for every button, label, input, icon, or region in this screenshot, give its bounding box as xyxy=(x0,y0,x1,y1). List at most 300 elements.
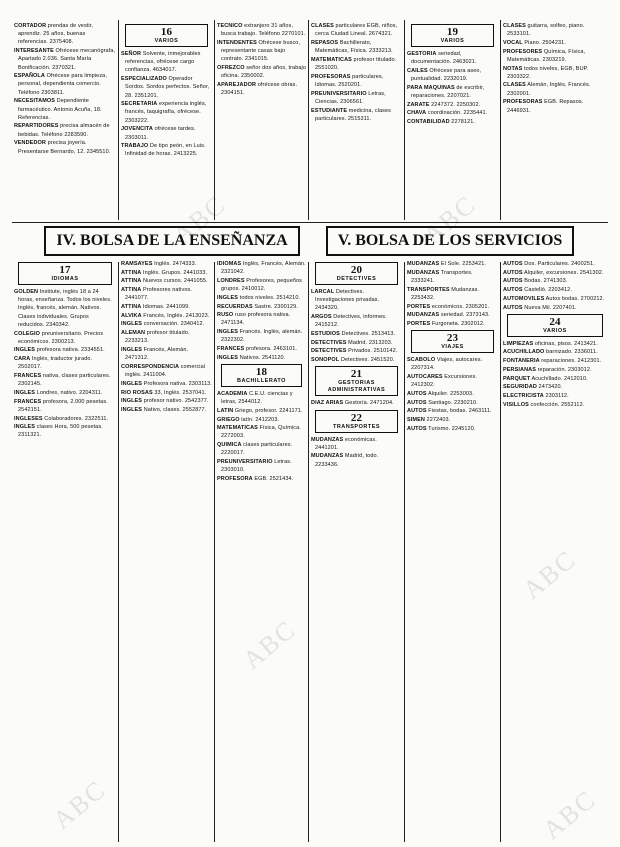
ad-text: profesora, 2.000 pesetas. 2542151. xyxy=(18,398,108,413)
classified-ad xyxy=(407,269,498,285)
ad-heading: PROFESORES xyxy=(503,48,543,55)
ad-text: seriedad. 2373143. xyxy=(439,312,490,319)
ad-heading: SCABOLO xyxy=(407,357,436,364)
classified-ad xyxy=(503,277,607,285)
classified-ad xyxy=(503,383,607,391)
ad-heading: ARGOS xyxy=(311,314,332,321)
abc-watermark: ABC xyxy=(417,189,482,250)
ad-text: Acuchillado. 2412010. xyxy=(530,375,588,382)
ad-text: Autos bodas. 2700212. xyxy=(544,295,605,302)
ad-text: Profesora nativa. 2303113. xyxy=(142,380,212,387)
ad-heading: LONDRES xyxy=(217,277,245,284)
ad-text: Dos. Particulares. 2400251. xyxy=(522,261,595,267)
ad-text: Bachillerato, Matemáticas, Física. 2333213. xyxy=(315,39,393,55)
classified-ad xyxy=(217,81,306,97)
ad-text: Madrid, todo. 2233436. xyxy=(315,453,379,468)
classified-ad xyxy=(217,260,306,276)
ad-text: latín. 2412203. xyxy=(239,416,280,423)
ad-heading: INGLES xyxy=(121,380,143,387)
ad-heading: INGLES xyxy=(14,347,36,354)
top-column-4 xyxy=(311,22,402,222)
classified-ad xyxy=(503,375,607,383)
ad-heading: AUTOMOVILES xyxy=(503,295,545,302)
classified-ad xyxy=(503,81,607,97)
column-rule xyxy=(308,262,309,842)
ad-heading: ELECTRICISTA xyxy=(503,392,544,399)
ad-heading: VISILLOS xyxy=(503,401,529,408)
ad-heading: FRANCES xyxy=(217,346,245,353)
ad-text: Operador Sordos. Sordos perfectos. Señor, 28. 2351201. xyxy=(125,76,210,99)
ad-heading: APAREJADOR xyxy=(217,81,257,88)
classified-ad xyxy=(407,286,498,302)
ad-heading: RIO ROSAS xyxy=(121,389,153,396)
classified-ad xyxy=(14,355,116,371)
ad-heading: SONOPOL xyxy=(311,357,340,364)
ad-text: De tipo peón, en Luis. Infinidad de horas. 2413225. xyxy=(125,143,206,158)
ad-heading: OFREZCO xyxy=(217,65,245,72)
classified-ad xyxy=(14,330,116,346)
ad-text: conversación. 2340412. xyxy=(142,321,205,328)
ad-heading: PARQUET xyxy=(503,375,531,382)
ad-text: Solvente, inmejorables referencias, ofrécese cargo confianza. 4634017. xyxy=(125,51,201,74)
ad-heading: VOCAL xyxy=(503,39,523,46)
ad-heading: PARA MAQUINAS xyxy=(407,84,455,91)
section-iv-title: IV. BOLSA DE LA ENSEÑANZA xyxy=(44,226,300,256)
classified-ad xyxy=(503,348,607,356)
ad-heading: ATTINA xyxy=(121,287,142,294)
ad-text: Alemán, Inglés, Francés. 2302001. xyxy=(507,82,591,97)
ad-heading: LIMPIEZAS xyxy=(503,340,534,347)
classified-ad xyxy=(14,139,116,155)
section-18-header: 18 BACHILLERATO xyxy=(221,364,302,387)
ad-text: oficinas, pisos. 2413421. xyxy=(533,340,598,347)
ad-text: Letras. 2303010. xyxy=(221,459,292,474)
top-column-6 xyxy=(503,22,607,222)
bottom-column-5 xyxy=(407,260,498,842)
ad-text: seriedad, documentación. 2463021. xyxy=(411,51,477,66)
classified-ad xyxy=(217,22,306,38)
classified-ad xyxy=(503,22,607,38)
ad-heading: LARCAL xyxy=(311,289,335,295)
ad-heading: ESTUDIANTE xyxy=(311,107,348,114)
ad-text: económicos. 2305201. xyxy=(430,303,490,310)
classified-ad xyxy=(14,97,116,122)
classified-ad xyxy=(121,406,212,414)
ad-heading: CARA xyxy=(14,356,31,363)
ad-text: Transportes. 2333241. xyxy=(411,269,473,284)
classified-ad xyxy=(407,84,498,100)
ad-text: prendas de vestir, aprendiz. 25 años, buenas referencias. 2375408. xyxy=(18,23,94,46)
classified-ad xyxy=(217,39,306,64)
classified-ad xyxy=(503,366,607,374)
classified-ad xyxy=(14,389,116,397)
ad-heading: REPARTIDORES xyxy=(14,123,59,130)
ad-text: 2303112. xyxy=(543,392,569,399)
column-rule xyxy=(500,20,501,220)
ad-text: 2272403. xyxy=(424,417,451,424)
ad-text: Dependiente farmacéutico. Antonio Acuña, 18. Referencias. xyxy=(18,98,102,121)
ad-text: Química, Física, Matemáticas. 2303219. xyxy=(507,48,586,63)
ad-heading: NOTAS xyxy=(503,65,523,72)
ad-text: Nuevos cursos. 2441055. xyxy=(141,278,208,285)
classified-ad xyxy=(311,107,402,123)
classified-ad xyxy=(121,277,212,285)
abc-watermark: ABC xyxy=(537,784,602,845)
classified-ad xyxy=(121,75,212,100)
classified-ad xyxy=(217,416,306,424)
ad-text: profesora. 2463101. xyxy=(244,346,298,353)
classified-ad xyxy=(407,109,498,117)
classified-ad xyxy=(311,347,402,355)
classified-ad xyxy=(407,356,498,372)
classified-ad xyxy=(217,407,306,415)
classified-ad xyxy=(121,286,212,302)
classified-ad xyxy=(503,357,607,365)
ad-text: preuniversitario. Precios económicos. 2300213. xyxy=(18,330,104,345)
ad-heading: REPASOS xyxy=(311,39,339,46)
section-20-header: 20 DETECTIVES xyxy=(315,262,398,285)
ad-text: precisa joyería. Presentarse Bernardo, 12. 2345510. xyxy=(18,140,111,155)
ad-heading: AUTOS xyxy=(503,304,523,311)
abc-watermark: ABC xyxy=(517,544,582,605)
classified-ad xyxy=(14,415,116,423)
ad-text: Excursiones. 2412302. xyxy=(411,374,477,389)
ad-heading: AUTOS xyxy=(503,261,523,267)
ad-text: precisa almacén de bebidas. Teléfono 2283590. xyxy=(18,123,110,138)
classified-ad xyxy=(217,458,306,474)
classified-ad xyxy=(407,311,498,319)
column-rule xyxy=(118,262,119,842)
ad-text: profesor titulado. 2551020. xyxy=(315,56,397,72)
ad-text: Londres, nativo. 2204311. xyxy=(35,389,103,396)
ad-heading: AUTOS xyxy=(407,399,427,406)
bottom-column-6 xyxy=(503,260,607,842)
ad-heading: AUTOCARES xyxy=(407,374,443,381)
ad-heading: MUDANZAS xyxy=(407,269,440,276)
classified-ad xyxy=(311,56,402,72)
classified-ad xyxy=(407,407,498,415)
classified-ad xyxy=(311,436,402,452)
classified-ad xyxy=(503,401,607,409)
ad-heading: ESPAÑOLA xyxy=(14,73,45,80)
ad-text: clases particulares. 2220017. xyxy=(221,442,293,457)
classified-ad xyxy=(14,47,116,72)
bottom-column-2 xyxy=(121,260,212,842)
classified-ad xyxy=(407,67,498,83)
ad-heading: TECNICO xyxy=(217,23,243,29)
ad-heading: SECRETARIA xyxy=(121,101,158,108)
ad-text: 2278121. xyxy=(449,119,476,126)
ad-heading: PROFESORAS xyxy=(311,73,351,80)
ad-text: económicas. 2441201. xyxy=(315,436,377,451)
ad-heading: COLEGIO xyxy=(14,330,41,337)
classified-ad xyxy=(121,380,212,388)
ad-text: profesor nativo. 2542377. xyxy=(142,398,209,405)
section-v-title: V. BOLSA DE LOS SERVICIOS xyxy=(326,226,574,256)
column-rule xyxy=(500,262,501,842)
ad-heading: ATTINA xyxy=(121,278,142,285)
classified-ad xyxy=(121,100,212,125)
classified-ad xyxy=(503,286,607,294)
ad-heading: PORTES xyxy=(407,320,431,327)
ad-text: Castelló. 2203412. xyxy=(522,287,572,294)
ad-heading: AUTOS xyxy=(407,408,427,415)
section-17-header: 17 IDIOMAS xyxy=(18,262,112,285)
classified-ad xyxy=(121,142,212,158)
section-24-header: 24 VARIOS xyxy=(507,314,603,337)
classified-ad xyxy=(311,399,402,407)
classified-ad xyxy=(407,260,498,268)
ad-text: nativa, clases particulares. 2302145. xyxy=(18,373,111,388)
ad-text: C.E.U. ciencias y letras, 2544012. xyxy=(221,390,293,406)
abc-watermark: ABC xyxy=(167,189,232,250)
ad-text: ofrécese obras. 2304151. xyxy=(221,81,298,97)
classified-ad xyxy=(121,125,212,141)
ad-heading: NECESITAMOS xyxy=(14,98,56,105)
ad-text: Profesores, pequeños grupos. 2410012. xyxy=(221,277,303,293)
ad-text: coordinación. 2235441. xyxy=(426,110,488,117)
ad-heading: MUDANZAS xyxy=(311,453,344,460)
ad-text: Física, Química. 2272003. xyxy=(221,425,301,440)
ad-heading: INGLESES xyxy=(14,415,43,422)
ad-text: Detectives. 2513413. xyxy=(339,331,396,338)
ad-text: Ofrécese para aseo, puntualidad. 2232019. xyxy=(411,67,482,83)
ad-text: medicina, clases particulares. 2515311. xyxy=(315,107,392,122)
ad-heading: MUDANZAS xyxy=(407,312,440,319)
ad-text: Francés, Alemán. 2471312. xyxy=(125,347,189,362)
classified-ad xyxy=(14,346,116,354)
ad-heading: DETECTIVES xyxy=(311,348,347,355)
classified-ad xyxy=(217,311,306,327)
ad-text: Ofrécese para limpieza, personal, dependienta comercio. Teléfono 2303811. xyxy=(18,73,107,96)
column-rule xyxy=(404,262,405,842)
classified-ad xyxy=(121,397,212,405)
classified-ad xyxy=(503,260,607,268)
section-rule xyxy=(12,222,608,223)
abc-watermark: ABC xyxy=(237,614,302,675)
ad-heading: PERSIANAS xyxy=(503,366,536,373)
ad-heading: GESTORIA xyxy=(407,51,437,57)
classified-ad xyxy=(311,22,402,38)
ad-text: confección. 2552112. xyxy=(528,401,585,408)
ad-text: Nativo, clases. 2552877. xyxy=(142,406,207,413)
classified-ad xyxy=(14,288,116,329)
ad-text: Alquiler. 2253003. xyxy=(426,390,474,397)
ad-text: EGB. Repasos. 2446931. xyxy=(507,99,584,114)
classified-ad xyxy=(14,372,116,388)
ad-heading: DETECTIVES xyxy=(311,339,347,346)
classified-ad xyxy=(503,295,607,303)
ad-heading: AUTOS xyxy=(407,390,427,397)
section-21-header: 21 GESTORIAS ADMINISTRATIVAS xyxy=(315,366,398,396)
ad-heading: PROFESORA xyxy=(217,475,253,482)
ad-heading: GOLDEN xyxy=(14,289,39,295)
ad-text: particulares EGB, niños, cerca Ciudad Lineal. 2674321. xyxy=(315,23,398,38)
ad-heading: INGLES xyxy=(121,347,143,354)
ad-text: Privados. 2510142. xyxy=(346,348,398,355)
ad-heading: PREUNIVERSITARIO xyxy=(217,459,273,466)
ad-text: EGB. 2521434. xyxy=(252,475,294,482)
classified-ad xyxy=(121,329,212,345)
ad-heading: INGLES xyxy=(14,389,36,396)
ad-text: Idiomas. 2441099. xyxy=(141,304,190,311)
classified-ad xyxy=(311,39,402,55)
ad-heading: MATEMATICAS xyxy=(217,425,258,432)
ad-heading: CORTADOR xyxy=(14,23,47,29)
ad-text: reparaciones. 2412301. xyxy=(539,358,602,365)
ad-heading: RECUERDAS xyxy=(217,303,253,310)
classified-ad xyxy=(407,101,498,109)
ad-heading: INGLES xyxy=(121,398,143,405)
ad-heading: CLASES xyxy=(503,82,526,89)
ad-heading: CLASES xyxy=(503,23,526,29)
classified-ad xyxy=(311,313,402,329)
classified-ad xyxy=(503,304,607,312)
classified-ad xyxy=(14,122,116,138)
ad-text: Griego, profesor. 2241171. xyxy=(233,407,303,414)
ad-text: ruso profesora nativa. 2471134. xyxy=(221,312,291,327)
classified-ad xyxy=(503,98,607,114)
classified-ad xyxy=(14,72,116,97)
ad-text: Letras, Ciencias. 2306561. xyxy=(315,90,386,105)
ad-heading: ACUCHILLADO xyxy=(503,349,545,356)
column-rule xyxy=(214,20,215,220)
ad-heading: ACADEMIA xyxy=(217,390,248,397)
classified-ad xyxy=(217,303,306,311)
ad-text: señor dos años, trabajo oficina. 2350002. xyxy=(221,65,306,80)
ad-text: Santiago. 2230210. xyxy=(426,399,478,406)
abc-watermark: ABC xyxy=(47,774,112,835)
classified-ad xyxy=(217,64,306,80)
classified-ad xyxy=(14,398,116,414)
ad-heading: INTERESANTE xyxy=(14,48,54,55)
classified-ad xyxy=(407,416,498,424)
ad-heading: SEÑOR xyxy=(121,51,142,57)
ad-text: Alquiler, excursiones. 2541302. xyxy=(522,269,604,276)
ad-text: Bodas. 2741303. xyxy=(522,278,568,285)
column-rule xyxy=(404,20,405,220)
ad-heading: ESPECIALIZADO xyxy=(121,76,167,83)
section-22-header: 22 TRANSPORTES xyxy=(315,410,398,433)
ad-heading: AUTOS xyxy=(503,269,523,276)
classified-ad xyxy=(503,39,607,47)
ad-heading: INGLES xyxy=(121,406,143,413)
classified-ad xyxy=(311,90,402,106)
classified-ad xyxy=(121,320,212,328)
ad-text: Detectives, informes. 2415212. xyxy=(315,314,387,329)
ad-heading: FONTANERIA xyxy=(503,358,540,365)
ad-text: Institute, inglés 18 a 24 horas, enseñanza. Todos los niveles. Inglés, francés, alemán. Nativos. Clases individuales. Grupos reducidos. 2340342. xyxy=(18,289,112,328)
ad-heading: INGLES xyxy=(217,294,239,301)
ad-text: experiencia inglés, francés, taquigrafía, ofrécese. 2303222. xyxy=(125,101,207,124)
ad-heading: CONTABILIDAD xyxy=(407,119,450,126)
ad-heading: MUDANZAS xyxy=(407,261,440,267)
top-column-3 xyxy=(217,22,306,222)
ad-heading: DIAZ ARIAS xyxy=(311,400,344,407)
top-column-5 xyxy=(407,22,498,222)
classified-ad xyxy=(121,312,212,320)
section-23-header: 23 VIAJES xyxy=(411,330,494,353)
ad-text: profesor titulado. 2233213. xyxy=(125,330,190,345)
ad-text: El Sole. 2253421. xyxy=(439,261,487,267)
ad-heading: AUTOS xyxy=(407,425,427,432)
ad-text: 33, Inglés. 2537041. xyxy=(152,389,207,396)
ad-text: particulares, Idiomas. 2520201. xyxy=(315,73,384,88)
ad-heading: AUTOS xyxy=(503,287,523,294)
classified-ad xyxy=(121,260,212,268)
ad-text: Francés, Inglés. 2413023. xyxy=(141,312,210,319)
ad-heading: MATEMATICAS xyxy=(311,56,352,63)
ad-heading: IDIOMAS xyxy=(217,261,242,267)
classified-ad xyxy=(217,328,306,344)
ad-text: Turismo. 2245120. xyxy=(426,425,476,432)
classified-ad xyxy=(407,425,498,433)
ad-heading: CORRESPONDENCIA xyxy=(121,363,180,370)
ad-text: comercial inglés. 2411004. xyxy=(125,363,206,379)
ad-text: Profesores nativos. 2441077. xyxy=(125,287,192,302)
ad-heading: CHAVA xyxy=(407,110,427,117)
classified-ad xyxy=(217,345,306,353)
classified-ad xyxy=(407,399,498,407)
classified-ad xyxy=(217,424,306,440)
classified-ad xyxy=(311,452,402,468)
ad-heading: INGLES xyxy=(14,424,36,431)
ad-heading: QUIMICA xyxy=(217,442,242,449)
ad-heading: ATTINA xyxy=(121,304,142,311)
classified-ad xyxy=(407,303,498,311)
bottom-column-1 xyxy=(14,260,116,842)
classified-ad xyxy=(311,356,402,364)
ad-text: 2473420. xyxy=(536,384,563,391)
ad-text: Francés. Inglés, alemán. 2322302. xyxy=(221,329,303,344)
ad-text: Inglés. Grupos. 2441033. xyxy=(141,269,208,276)
classified-ad xyxy=(407,373,498,389)
classified-ad xyxy=(311,73,402,89)
classified-ad xyxy=(407,50,498,66)
classified-ad xyxy=(217,294,306,302)
top-column-1 xyxy=(14,22,116,222)
classified-ad xyxy=(503,340,607,348)
ad-text: reparación. 2303012. xyxy=(536,366,592,373)
ad-text: Ofrécese busco, representante casas bajo contrato. 2341015. xyxy=(221,39,301,63)
bottom-column-3 xyxy=(217,260,306,842)
classified-ad xyxy=(217,441,306,457)
ad-heading: FRANCES xyxy=(14,398,42,405)
ad-text: Gestoría. 2471204. xyxy=(343,400,394,407)
ad-text: Colaboradores. 2322511. xyxy=(42,415,109,422)
ad-text: Fiestas, bodas. 2463111. xyxy=(426,408,492,415)
classified-ad xyxy=(217,277,306,293)
ad-text: de escribir, reparaciones. 2207021. xyxy=(411,84,485,100)
ad-text: Inglés, Francés, Alemán. 2321042. xyxy=(221,261,306,276)
ad-heading: SEGURIDAD xyxy=(503,384,537,391)
ad-heading: LATIN xyxy=(217,407,234,414)
ad-text: Inglés. 2474333. xyxy=(152,261,197,267)
ad-heading: ESTUDIOS xyxy=(311,331,340,338)
bottom-column-4 xyxy=(311,260,402,842)
ad-heading: INTENDENTES xyxy=(217,39,257,46)
ad-heading: TRANSPORTES xyxy=(407,286,450,293)
classified-ad xyxy=(407,390,498,398)
ad-heading: PREUNIVERSITARIO xyxy=(311,90,367,97)
ad-text: todos niveles, EGB, BUP. 2303322. xyxy=(507,65,589,80)
ad-heading: ALEMAN xyxy=(121,330,146,337)
classified-ad xyxy=(121,50,212,75)
ad-text: Detectives. 2451520. xyxy=(339,357,395,364)
ad-text: Mudanzas. 2253432. xyxy=(411,286,480,301)
ad-text: barnizado. 2336011. xyxy=(544,349,598,356)
classified-ad xyxy=(311,339,402,347)
